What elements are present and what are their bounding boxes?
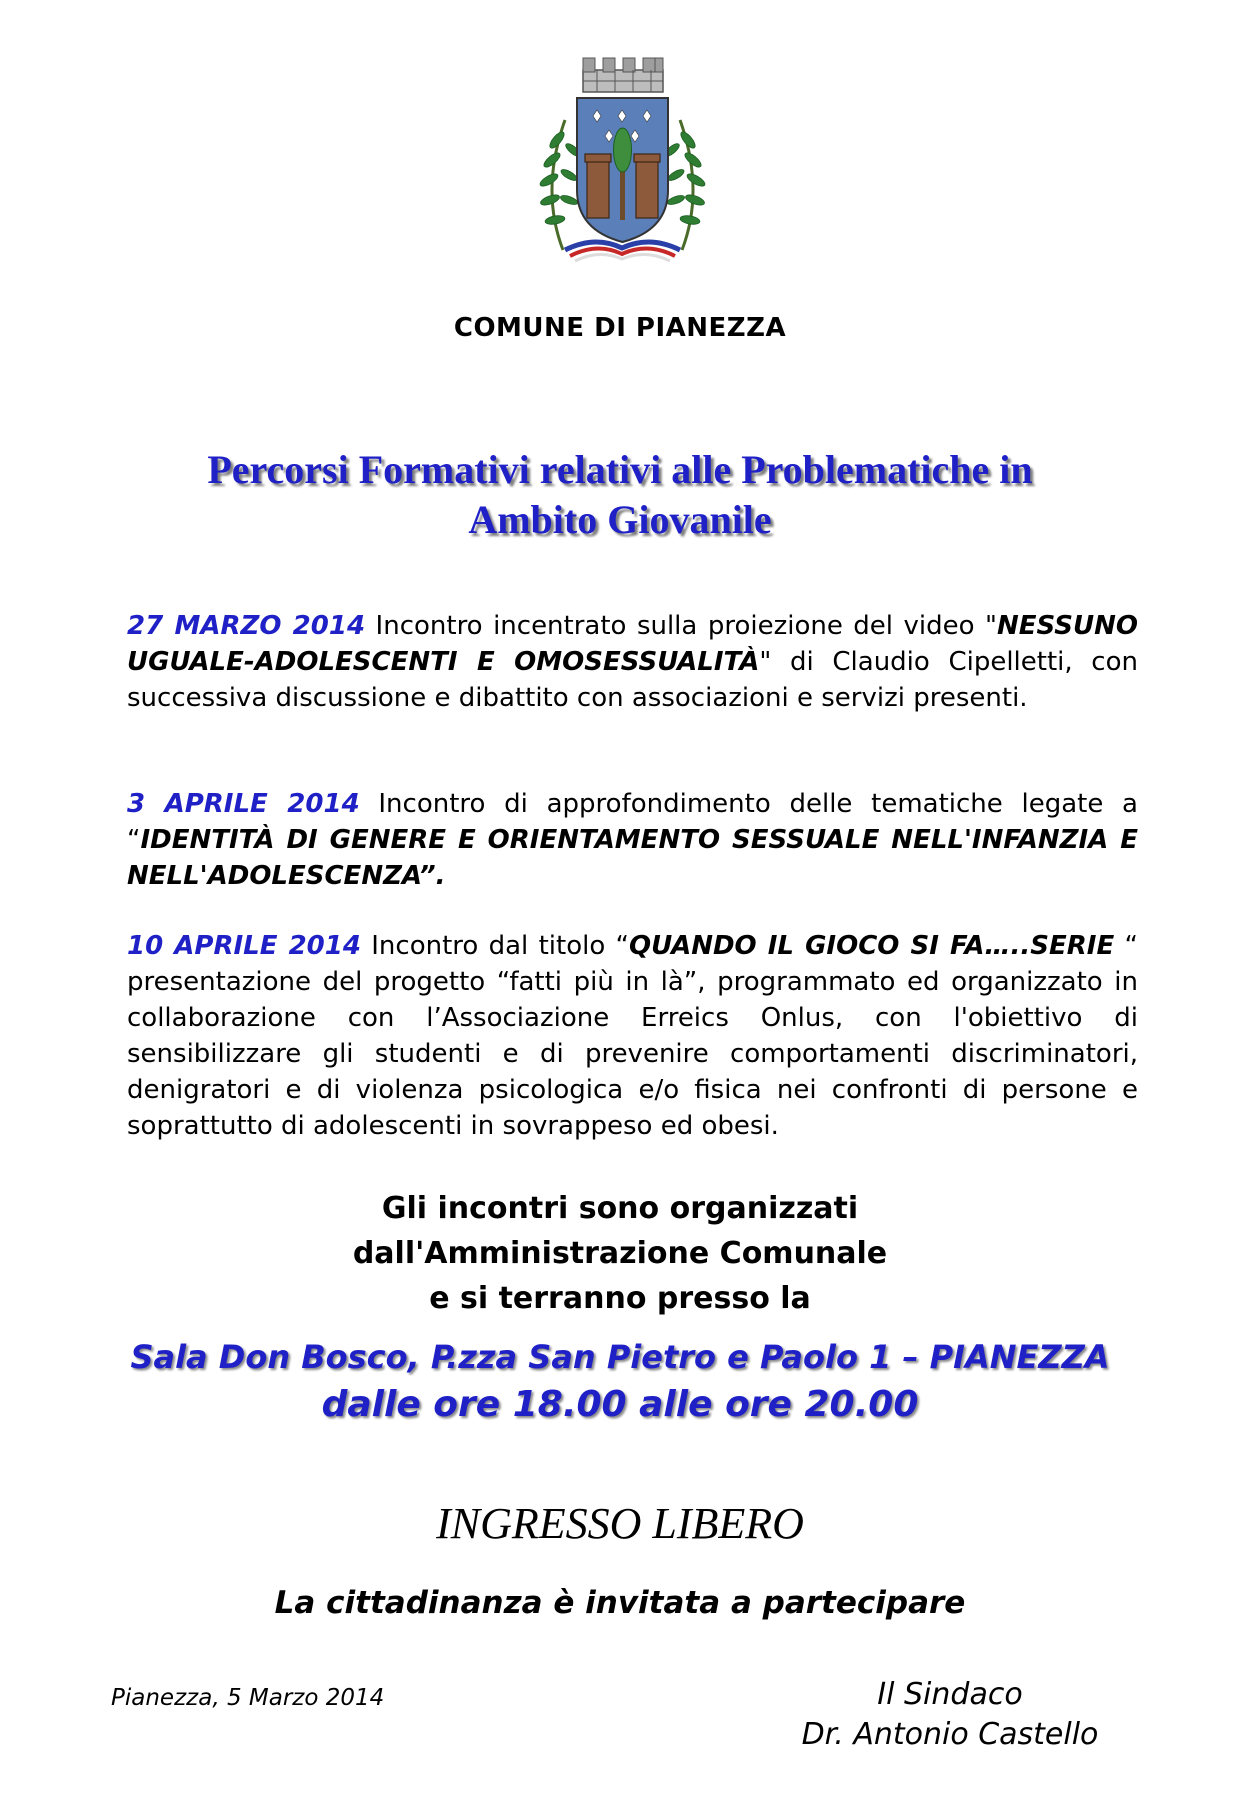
event-item xyxy=(127,786,1138,894)
venue-address: Sala Don Bosco, P.zza San Pietro e Paolo 1 – PIANEZZA xyxy=(130,1338,1110,1376)
event-title: NESSUNO UGUALE-ADOLESCENTI E OMOSESSUALITÀ xyxy=(127,611,1138,677)
notice-title xyxy=(140,445,1100,545)
event-item xyxy=(127,608,1138,716)
event-date: 27 MARZO 2014 xyxy=(127,611,366,641)
event-date: 3 APRILE 2014 xyxy=(127,789,360,819)
title-line-2: Ambito Giovanile xyxy=(468,497,772,542)
event-date: 10 APRILE 2014 xyxy=(127,931,361,961)
admission-label: INGRESSO LIBERO xyxy=(436,1499,804,1548)
event-text: Incontro di approfondimento delle tematiche legate a “ xyxy=(127,789,1138,855)
event-text: Incontro incentrato sulla proiezione del video " xyxy=(365,611,997,641)
event-text: “ presentazione del progetto “fatti più in là”, programmato ed organizzato in collaborazione con l’Associazione Erreics Onlus, con l'obiettivo di sensibilizzare gli studenti e di prevenire comportamenti discriminatori, denigratori e di violenza psicologica e/o fisica nei confronti di persone e soprattutto di adolescenti in sovrappeso ed obesi. xyxy=(127,931,1138,1141)
event-title: QUANDO IL GIOCO SI FA…..SERIE xyxy=(629,931,1115,961)
organizer-line-3: e si terranno presso la xyxy=(429,1281,811,1316)
title-line-1: Percorsi Formativi relativi alle Problematiche in xyxy=(207,447,1033,492)
coat-of-arms-icon xyxy=(535,50,710,270)
event-text: ”. xyxy=(418,861,446,891)
signer-role: Il Sindaco xyxy=(877,1677,1023,1712)
signature-block xyxy=(760,1675,1140,1755)
place-date: Pianezza, 5 Marzo 2014 xyxy=(111,1685,385,1711)
invitation-text: La cittadinanza è invitata a partecipare xyxy=(274,1585,966,1621)
event-title: IDENTITÀ DI GENERE E ORIENTAMENTO SESSUALE NELL'INFANZIA E NELL'ADOLESCENZA xyxy=(127,825,1138,891)
organizer-note xyxy=(0,1186,1240,1321)
venue-hours: dalle ore 18.00 alle ore 20.00 xyxy=(321,1384,919,1425)
municipality-name: COMUNE DI PIANEZZA xyxy=(453,313,787,343)
signer-name: Dr. Antonio Castello xyxy=(801,1717,1099,1752)
event-text: " di Claudio Cipelletti, con successiva discussione e dibattito con associazioni e servizi presenti. xyxy=(127,647,1138,713)
organizer-line-1: Gli incontri sono organizzati xyxy=(381,1191,859,1226)
event-text: Incontro dal titolo “ xyxy=(360,931,630,961)
event-item xyxy=(127,928,1138,1144)
organizer-line-2: dall'Amministrazione Comunale xyxy=(352,1236,888,1271)
